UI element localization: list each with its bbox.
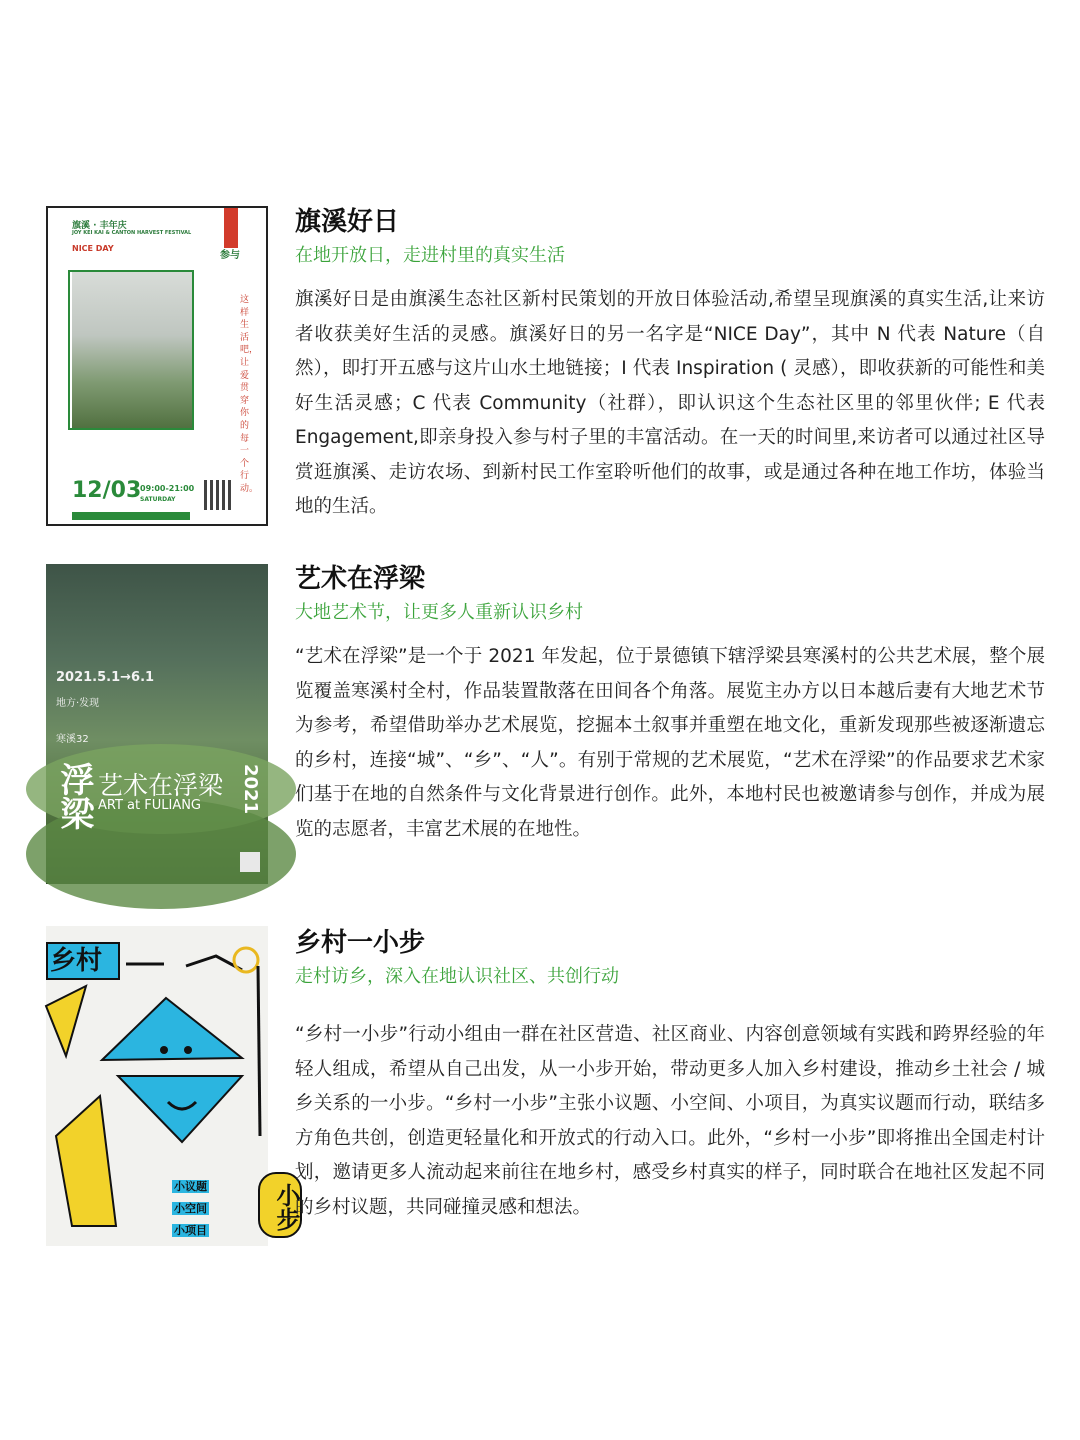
poster-weekday: SATURDAY bbox=[140, 496, 176, 503]
poster-date: 12/03 bbox=[72, 478, 142, 503]
section-body: 旗溪好日是由旗溪生态社区新村民策划的开放日体验活动,希望呈现旗溪的真实生活,让来访者收获美好生活的灵感。旗溪好日的另一名字是“NICE Day”，其中 N 代表 Nature（自然），即打开五感与这片山水土地链接；I 代表 Inspiration ( 灵感），即收获新的可能性和美好生活灵感；C 代表 Community（社群），即认识这个生态社区里的邻里伙伴; E 代表 Engagement,即亲身投入参与村子里的丰富活动。在一天的时间里,来访者可以通过社区导赏逛旗溪、走访农场、到新村民工作室聆听他们的故事，或是通过各种在地工作坊，体验当地的生活。 bbox=[295, 289, 1045, 517]
poster-vertical-slogan: 这样生活吧，让爱贯穿你的每一个行动。 bbox=[240, 295, 259, 494]
qixi-poster-image bbox=[46, 206, 268, 526]
poster-item: 小空间 bbox=[174, 1202, 207, 1215]
village-step-poster-image bbox=[46, 926, 300, 1246]
qixi-text bbox=[295, 205, 1045, 525]
poster-bubble: 小步 bbox=[258, 1172, 302, 1238]
poster-big-title: 浮梁 bbox=[54, 762, 94, 830]
poster-year: 2021 bbox=[240, 764, 261, 815]
poster-item: 小议题 bbox=[174, 1180, 207, 1193]
poster-date: 2021.5.1→6.1 bbox=[56, 670, 155, 685]
section-subtitle: 走村访乡，深入在地认识社区、共创行动 bbox=[295, 966, 619, 987]
qr-code-icon bbox=[240, 852, 260, 872]
poster-line1: 地方·发现 bbox=[56, 698, 100, 709]
section-subtitle: 在地开放日，走进村里的真实生活 bbox=[295, 245, 565, 266]
section-body: “乡村一小步”行动小组由一群在社区营造、社区商业、内容创意领域有实践和跨界经验的年轻人组成，希望从自己出发，从一小步开始，带动更多人加入乡村建设，推动乡土社会 / 城乡关系的一小步。“乡村一小步”主张小议题、小空间、小项目，为真实议题而行动，联结多方角色共创，创造更轻量化和开放式的行动入口。此外，“乡村一小步”即将推出全国走村计划，邀请更多人流动起来前往在地乡村，感受乡村真实的样子，同时联合在地社区发起不同的乡村议题，共同碰撞灵感和想法。 bbox=[295, 1024, 1045, 1218]
fuliang-text bbox=[295, 562, 1045, 847]
section-title: 艺术在浮梁 bbox=[295, 564, 426, 594]
section-title: 旗溪好日 bbox=[295, 207, 400, 237]
village-step-text bbox=[295, 926, 1045, 1225]
poster-frame bbox=[68, 270, 194, 430]
poster-footer-bar bbox=[72, 512, 190, 520]
section-body: “艺术在浮梁”是一个于 2021 年发起，位于景德镇下辖浮梁县寒溪村的公共艺术展，整个展览覆盖寒溪村全村，作品装置散落在田间各个角落。展览主办方以日本越后妻有大地艺术节为参考，希望借助举办艺术展览，挖掘本土叙事并重塑在地文化，重新发现那些被逐渐遗忘的乡村，连接“城”、“乡”、“人”。有别于常规的艺术展览，“艺术在浮梁”的作品要求艺术家们基于在地的自然条件与文化背景进行创作。此外，本地村民也被邀请参与创作，并成为展览的志愿者，丰富艺术展的在地性。 bbox=[295, 646, 1045, 840]
poster-title-cn: 艺术在浮梁 bbox=[98, 771, 224, 800]
poster-header: 旗溪 · 丰年庆 bbox=[72, 221, 127, 231]
poster-time: 09:00-21:00 bbox=[140, 484, 195, 493]
poster-red-bar bbox=[224, 208, 238, 248]
poster-item: 小项目 bbox=[174, 1224, 207, 1237]
section-subtitle: 大地艺术节，让更多人重新认识乡村 bbox=[295, 602, 583, 623]
qr-code-icon bbox=[204, 480, 234, 510]
poster-title-en: ART at FULIANG bbox=[98, 798, 202, 813]
fuliang-poster-image bbox=[46, 564, 268, 884]
section-title: 乡村一小步 bbox=[295, 928, 426, 958]
poster-tag: NICE DAY bbox=[72, 244, 114, 253]
poster-vertical-title: 参与 bbox=[220, 250, 240, 261]
poster-line2: 寒溪32 bbox=[56, 734, 89, 745]
poster-tag: 乡村 bbox=[46, 942, 120, 980]
poster-header-en: JOY KEI KAI & CANTON HARVEST FESTIVAL bbox=[72, 230, 192, 236]
